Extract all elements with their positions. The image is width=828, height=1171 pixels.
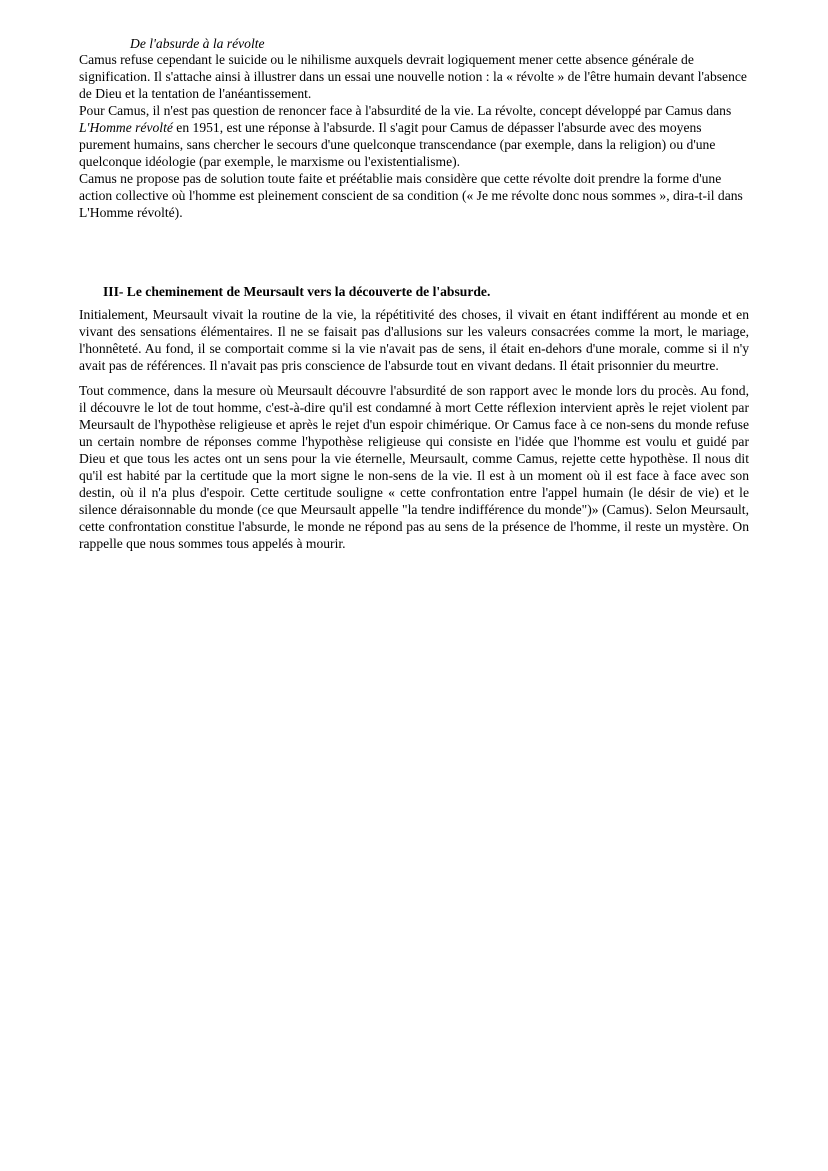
section-title: III- Le cheminement de Meursault vers la découverte de l'absurde. <box>103 284 491 299</box>
book-title: L'Homme révolté <box>79 120 173 135</box>
paragraph-routine: Initialement, Meursault vivait la routine de la vie, la répétitivité des choses, il vivait en étant indifférent au monde et en vivant des sensations élémentaires. Il ne se faisait pas d'allusions sur les valeurs consacrées comme la mort, le mariage, l'honnêteté. Au fond, il se comportait comme si la vie n'avait pas de sens, il était en-dehors d'une morale, comme si il n'y avait pas de références. Il n'avait pas pris conscience de l'absurde tout en vivant dedans. Il était prisonnier du meurtre. <box>79 307 749 373</box>
paragraph-suicide-nihilisme: Camus refuse cependant le suicide ou le nihilisme auxquels devrait logiquement mener cette absence générale de signification. Il s'attache ainsi à illustrer dans un essai une nouvelle notion : la « révolte » de l'être humain devant l'absence de Dieu et la tentation de l'anéantissement. <box>79 52 747 101</box>
paragraph-action-collective: Camus ne propose pas de solution toute faite et préétablie mais considère que cette révolte doit prendre la forme d'une action collective où l'homme est pleinement conscient de sa condition (« Je me révolte donc nous sommes », dira-t-il dans L'Homme révolté). <box>79 171 743 220</box>
paragraph-proces: Tout commence, dans la mesure où Meursault découvre l'absurdité de son rapport avec le monde lors du procès. Au fond, il découvre le lot de tout homme, c'est-à-dire qu'il est condamné à mort Cette réflexion intervient après le rejet violent par Meursault de l'hypothèse religieuse et après le rejet d'un espoir chimérique. Or Camus face à ce non-sens du monde refuse un certain nombre de réponses comme l'hypothèse religieuse qui consiste en l'idée que l'homme est voulu et guidé par Dieu et que tous les actes ont un sens pour la vie éternelle, Meursault, comme Camus, rejette cette hypothèse. Il nous dit qu'il est habité par la certitude que la mort signe le non-sens de la vie. Il est à un moment où il est face à face avec son destin, où il n'a plus d'espoir. Cette certitude souligne « cette confrontation entre l'appel humain (le désir de vie) et le silence déraisonnable du monde (ce que Meursault appelle "la tendre indifférence du monde")» (Camus). Selon Meursault, cette confrontation constitue l'absurde, le monde ne répond pas au sens de la présence de l'homme, il reste un mystère. On rappelle que nous sommes tous appelés à mourir. <box>79 383 749 551</box>
paragraph-revolte-concept <box>79 102 751 170</box>
paragraph-revolte-text-end: en 1951, est une réponse à l'absurde. Il s'agit pour Camus de dépasser l'absurde avec des moyens purement humains, sans chercher le secours d'une quelconque transcendance (par exemple, dans la religion) ou d'une quelconque idéologie (par exemple, le marxisme ou l'existentialisme). <box>79 120 716 169</box>
subtitle: De l'absurde à la révolte <box>130 36 265 51</box>
section-revolte <box>79 51 751 221</box>
paragraph-revolte-text-start: Pour Camus, il n'est pas question de renoncer face à l'absurdité de la vie. La révolte, concept développé par Camus dans <box>79 103 732 118</box>
section-meursault <box>79 306 749 560</box>
